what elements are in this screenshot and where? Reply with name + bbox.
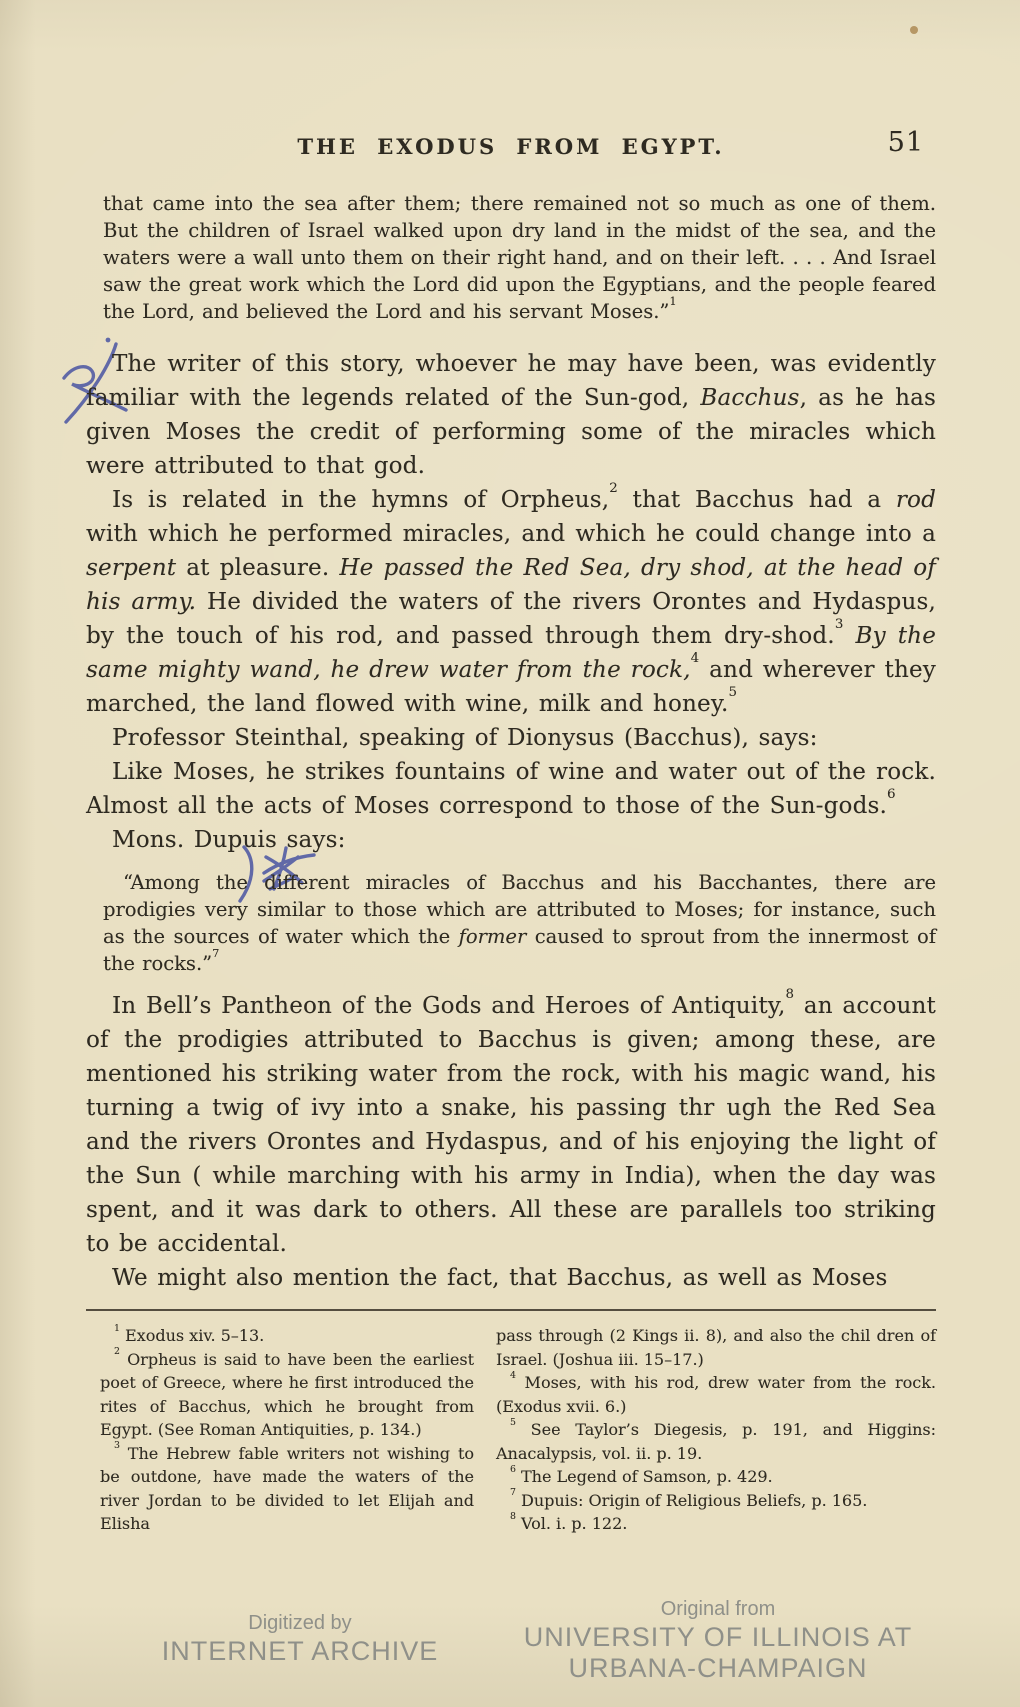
footnote-divider bbox=[86, 1309, 936, 1311]
watermark-line: Original from bbox=[660, 1598, 776, 1620]
paragraph-we-might: We might also mention the fact, that Bacchus, as well as Moses bbox=[112, 1265, 888, 1291]
footnote: $^1$ Exodus xiv. 5–13. bbox=[114, 1322, 265, 1345]
watermark-line: URBANA-CHAMPAIGN bbox=[568, 1653, 868, 1683]
watermark-line: Digitized by bbox=[248, 1612, 352, 1634]
footnote: $^2$ Orpheus is said to have been the earliest poet of Greece, where he first introduced the rites of Bacchus, which he brought from Egypt. (See Roman Antiquities, p. 134.) bbox=[100, 1346, 474, 1439]
watermark-university bbox=[478, 1596, 958, 1684]
footnote: pass through (2 Kings ii. 8), and also the chil dren of Israel. (Joshua iii. 15–17.) bbox=[496, 1326, 936, 1369]
footnote: $^4$ Moses, with his rod, drew water from the rock. (Exodus xvii. 6.) bbox=[496, 1369, 936, 1416]
paragraph-orpheus: Is is related in the hymns of Orpheus,$^2$ that Bacchus had a rod with which he performed miracles, and which he could change into a serpent at pleasure. He passed the Red Sea, dry shod, at the head of his army. He divided the waters of the rivers Orontes and Hydaspus, by the touch of his rod, and passed through them dry-shod.$^3$ By the same mighty wand, he drew water from the rock,$^4$ and wherever they marched, the land flowed with wine, milk and honey.$^5$ bbox=[86, 481, 937, 717]
page-number: 51 bbox=[887, 127, 924, 158]
footnote: $^7$ Dupuis: Origin of Religious Beliefs, p. 165. bbox=[510, 1487, 868, 1510]
watermark-line: INTERNET ARCHIVE bbox=[161, 1636, 439, 1666]
scripture-quote-paragraph: that came into the sea after them; there remained not so much as one of them. But the children of Israel walked upon dry land in the midst of the sea, and the waters were a wall unto them on their right hand, and on their left. . . . And Israel saw the great work which the Lord did upon the Egyptians, and the people feared the Lord, and believed the Lord and his servant Moses.”$^1$ bbox=[103, 192, 936, 323]
footnote: $^8$ Vol. i. p. 122. bbox=[510, 1510, 628, 1533]
footnotes-right-column bbox=[496, 1324, 936, 1536]
running-head: THE EXODUS FROM EGYPT. bbox=[297, 134, 725, 159]
paragraph-like-moses: Like Moses, he strikes fountains of wine and water out of the rock. Almost all the acts of Moses correspond to those of the Sun-gods.$^6$ bbox=[86, 759, 936, 819]
watermark-internet-archive bbox=[110, 1610, 490, 1667]
watermark-line: UNIVERSITY OF ILLINOIS AT bbox=[523, 1622, 913, 1652]
paragraph-bell-pantheon: In Bell’s Pantheon of the Gods and Heroes of Antiquity,$^8$ an account of the prodigies attributed to Bacchus is given; among these, are mentioned his striking water from the rock, with his magic wand, his turning a twig of ivy into a snake, his passing thr ugh the Red Sea and the rivers Orontes and Hydaspus, and of his enjoying the light of the Sun ( while marching with his army in India), when the day was spent, and it was dark to others. All these are parallels too striking to be accidental. bbox=[86, 987, 936, 1257]
footnotes-section bbox=[86, 1324, 936, 1536]
footnote: $^3$ The Hebrew fable writers not wishing to be outdone, have made the waters of the river Jordan to be divided to let Elijah and Elisha bbox=[100, 1440, 474, 1533]
text-column bbox=[86, 0, 936, 1536]
dupuis-quote-paragraph: “Among the different miracles of Bacchus and his Bacchantes, there are prodigies very similar to those which are attributed to Moses; for instance, such as the sources of water which the former caused to sprout from the innermost of the rocks.”$^7$ bbox=[103, 871, 936, 975]
paragraph-writer: The writer of this story, whoever he may have been, was evidently familiar with the legends related of the Sun-god, Bacchus, as he has given Moses the credit of performing some of the miracles which were attributed to that god. bbox=[86, 351, 936, 479]
footnote: $^5$ See Taylor’s Diegesis, p. 191, and Higgins: Anacalypsis, vol. ii. p. 19. bbox=[496, 1416, 936, 1463]
footnotes-left-column bbox=[86, 1324, 474, 1536]
paragraph-dupuis-intro: Mons. Dupuis says: bbox=[112, 827, 346, 853]
footnote: $^6$ The Legend of Samson, p. 429. bbox=[510, 1463, 773, 1486]
paragraph-steinthal: Professor Steinthal, speaking of Dionysus (Bacchus), says: bbox=[112, 725, 818, 751]
